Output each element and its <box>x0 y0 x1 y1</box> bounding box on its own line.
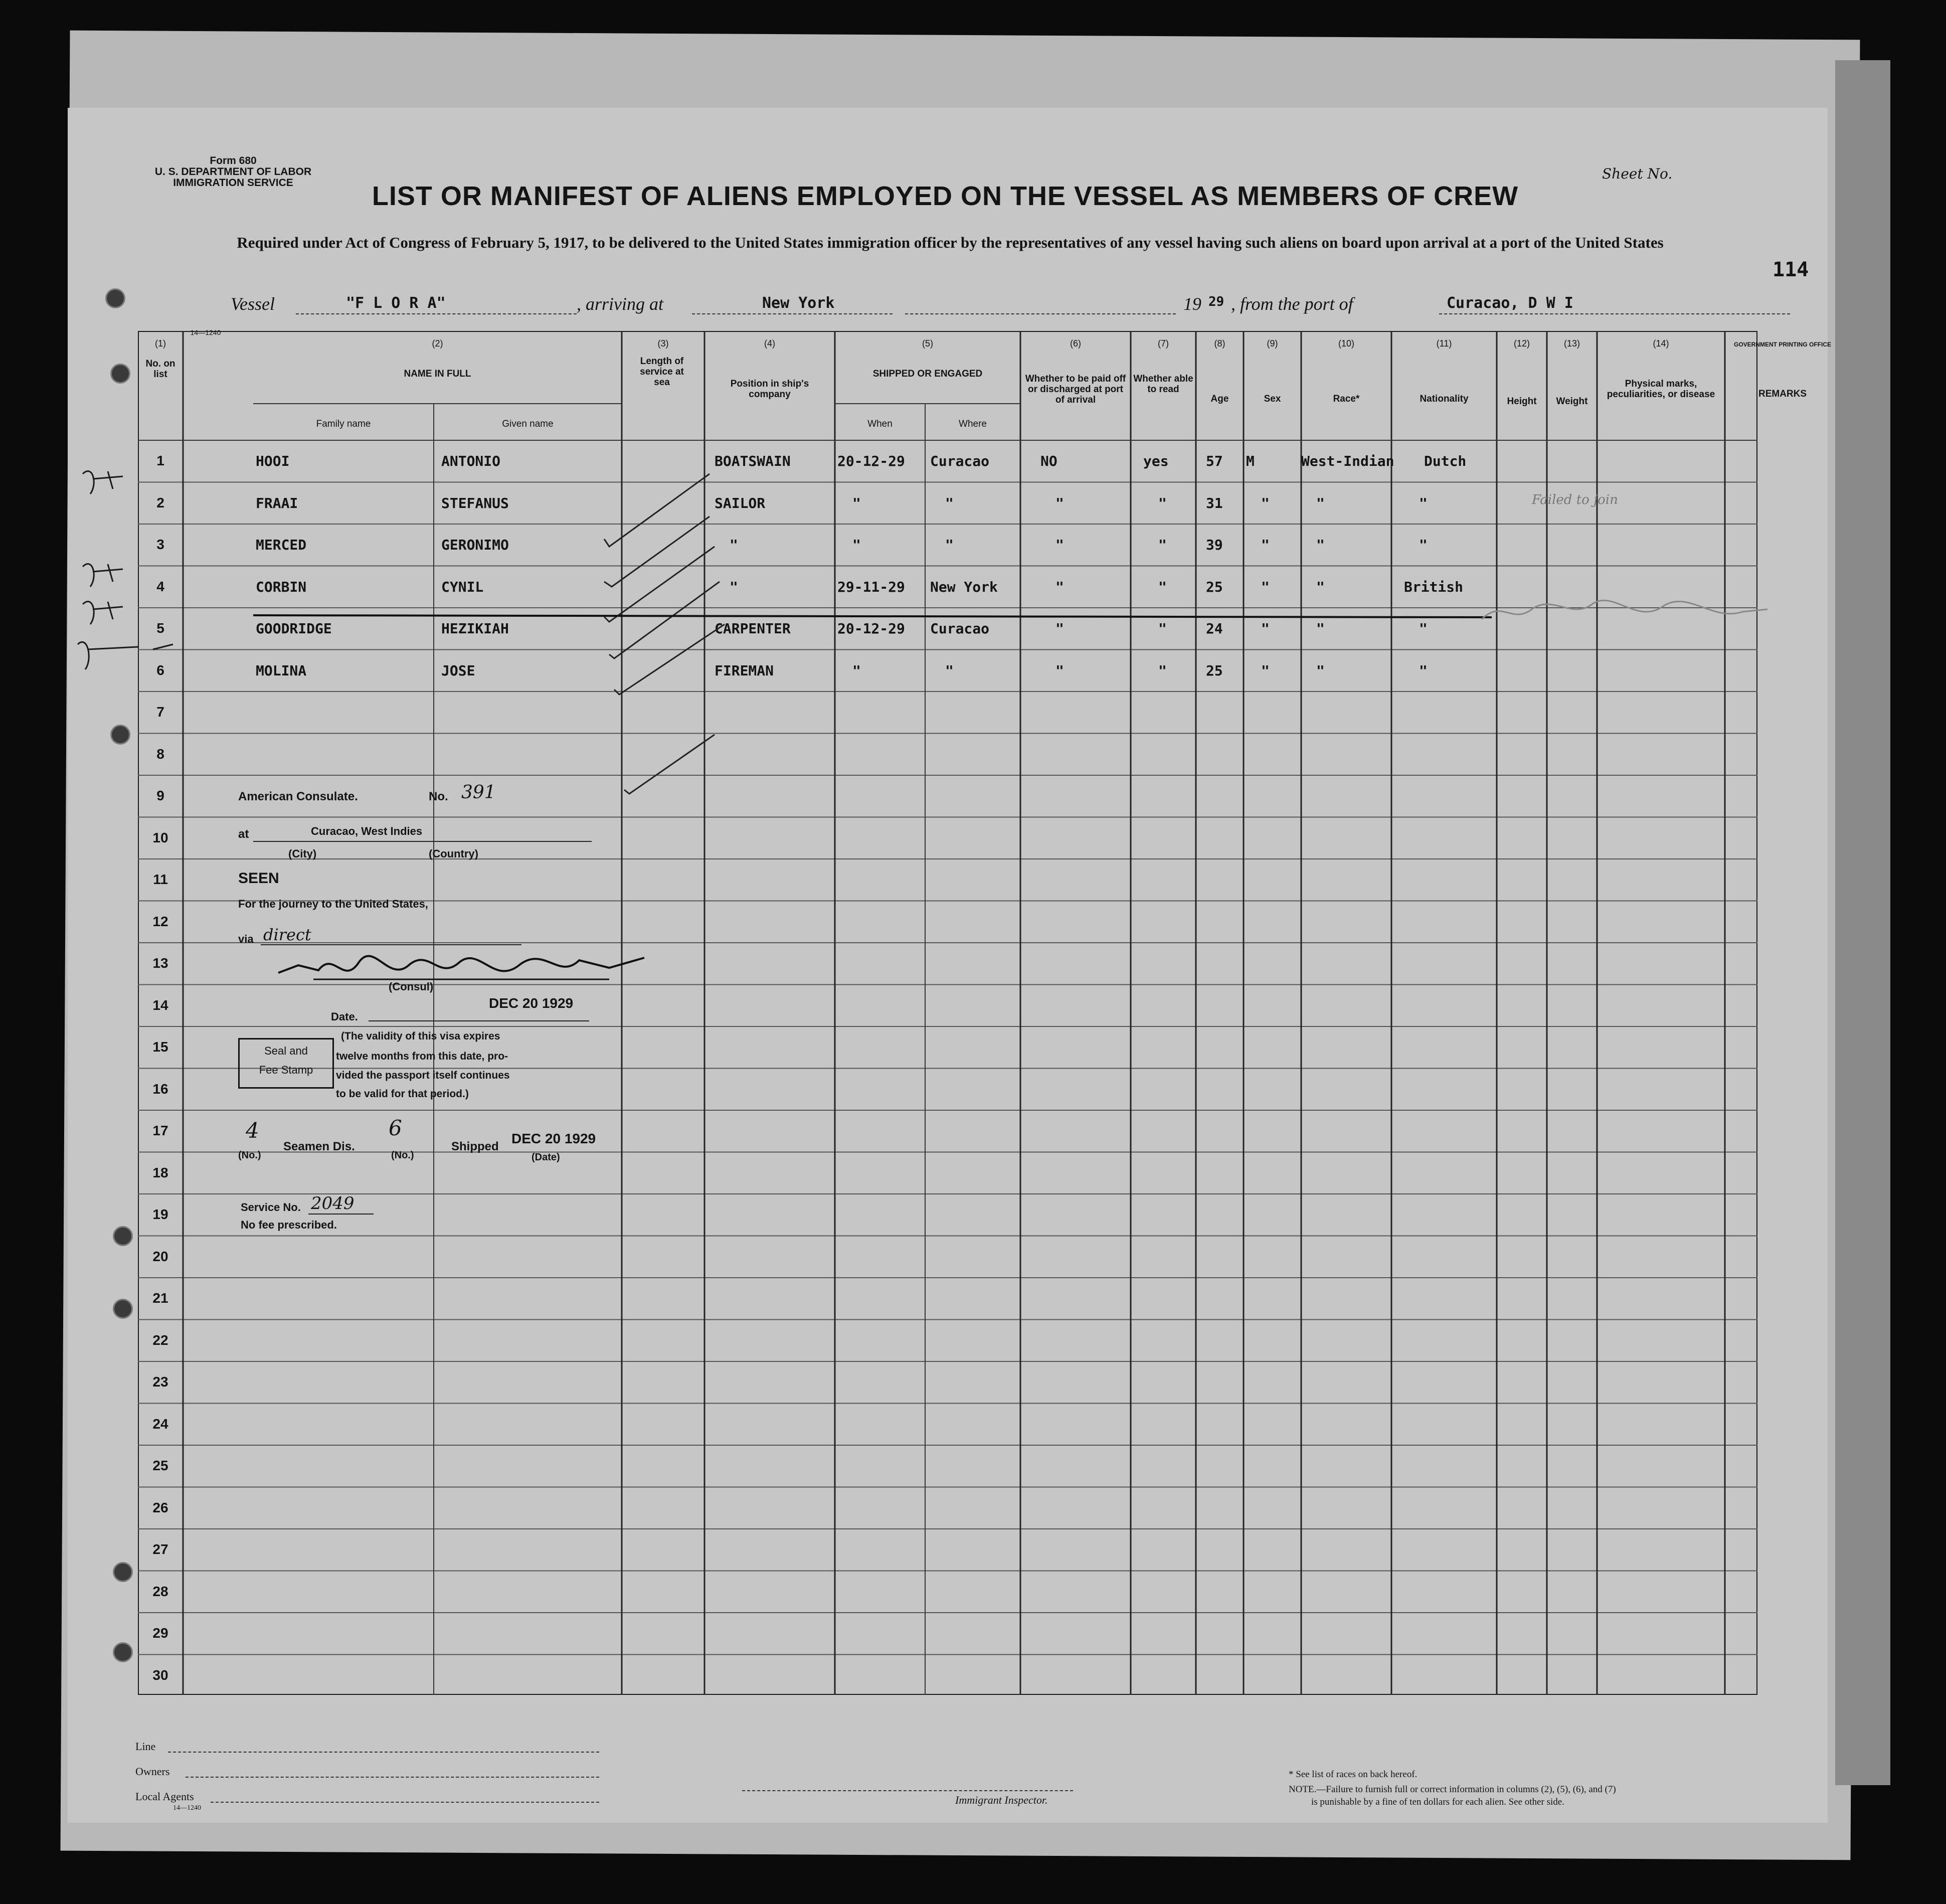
col1-label: No. on list <box>145 359 175 380</box>
stamp-validity2: twelve months from this date, pro- <box>336 1051 508 1062</box>
family-name-cell: CORBIN <box>256 578 307 595</box>
row-number: 2 <box>156 494 164 510</box>
row-number: 30 <box>152 1667 168 1683</box>
row-number: 16 <box>152 1081 168 1097</box>
shipped-when-cell: " <box>852 537 861 553</box>
col12-number: (12) <box>1513 338 1530 349</box>
footer-note2: NOTE.—Failure to furnish full or correct information in columns (2), (5), (6), and (7) <box>1289 1784 1616 1795</box>
given-name-cell: JOSE <box>441 662 475 679</box>
row-number: 8 <box>156 746 164 762</box>
printer-note: GOVERNMENT PRINTING OFFICE <box>1733 341 1831 348</box>
age-cell: 31 <box>1206 494 1223 511</box>
row-number: 25 <box>152 1458 168 1473</box>
col11-number: (11) <box>1436 338 1452 349</box>
shipped-label: Shipped <box>451 1140 499 1153</box>
stamp-no-value: 391 <box>461 782 496 803</box>
col8-label: Age <box>1210 394 1229 404</box>
shipped-when-cell: " <box>852 494 861 511</box>
col3-number: (3) <box>657 338 669 349</box>
row-number: 21 <box>152 1290 168 1306</box>
arriving-label: , arriving at <box>577 294 664 314</box>
dis-no-label: (No.) <box>391 1150 414 1161</box>
col12-label: Height <box>1507 396 1537 407</box>
position-cell: SAILOR <box>715 494 766 511</box>
family-name-cell: MERCED <box>256 537 307 553</box>
able-to-read-cell: " <box>1158 662 1167 679</box>
shipped-date: DEC 20 1929 <box>511 1131 596 1146</box>
stamp-seen: SEEN <box>238 870 279 887</box>
stamp-city-label: (City) <box>288 847 317 860</box>
col2-label: NAME IN FULL <box>404 369 471 379</box>
seal-line1: Seal and <box>264 1045 308 1057</box>
year-prefix: 19 <box>1183 294 1201 314</box>
col4-label: Position in ship's company <box>730 379 809 400</box>
age-cell: 57 <box>1206 453 1223 469</box>
print-code-top: 14—1240 <box>190 328 221 336</box>
family-name-cell: MOLINA <box>256 662 307 679</box>
row-number: 11 <box>153 872 168 887</box>
seamen-no-label: (No.) <box>238 1150 261 1161</box>
stamp-via-value: direct <box>263 925 311 944</box>
stamp-via-label: via <box>238 933 254 945</box>
row-number: 5 <box>156 620 164 636</box>
col10-number: (10) <box>1338 338 1354 349</box>
punch-hole <box>105 288 125 308</box>
punch-hole <box>110 364 130 384</box>
col13-number: (13) <box>1563 338 1580 349</box>
col15-label: REMARKS <box>1758 389 1807 399</box>
margin-annotations <box>63 459 183 810</box>
col6-label: Whether to be paid off or discharged at port of arrival <box>1025 374 1126 405</box>
race-cell: " <box>1316 662 1325 679</box>
fee-note: No fee prescribed. <box>241 1219 337 1231</box>
given-name-cell: STEFANUS <box>441 494 509 511</box>
age-cell: 25 <box>1206 578 1223 595</box>
seamen-dis-label: Seamen Dis. <box>283 1140 355 1153</box>
footer-line-label: Line <box>135 1740 156 1753</box>
footer-note3: is punishable by a fine of ten dollars for each alien. See other side. <box>1311 1797 1564 1807</box>
col7-label: Whether able to read <box>1133 374 1193 395</box>
row-number: 9 <box>156 788 164 803</box>
inspector-label: Immigrant Inspector. <box>955 1794 1048 1806</box>
col2-number: (2) <box>432 338 443 349</box>
seal-box <box>238 1038 334 1089</box>
row-number: 18 <box>152 1164 168 1180</box>
punch-hole <box>113 1642 133 1662</box>
col9-label: Sex <box>1264 394 1281 404</box>
stamp-validity3: vided the passport itself continues <box>336 1070 510 1081</box>
from-label: , from the port of <box>1231 294 1353 314</box>
col5-sub-where: Where <box>959 419 987 429</box>
col2-sub-family: Family name <box>316 419 371 429</box>
paid-off-cell: " <box>1055 662 1064 679</box>
race-cell: West-Indian <box>1301 453 1394 469</box>
vessel-name: "F L O R A" <box>346 294 446 312</box>
binding-edge <box>1835 60 1890 1785</box>
service-label: Service No. <box>241 1201 301 1214</box>
row-number: 19 <box>152 1206 168 1222</box>
position-cell: FIREMAN <box>715 662 774 679</box>
footer-owners-label: Owners <box>135 1765 170 1778</box>
form-number: Form 680 <box>210 155 257 166</box>
footer-print-code: 14—1240 <box>173 1804 201 1812</box>
row-number: 3 <box>156 537 164 552</box>
row-number: 22 <box>152 1332 168 1348</box>
year-suffix: 29 <box>1208 294 1224 309</box>
stamp-consul-label: (Consul) <box>389 980 434 993</box>
paid-off-cell: " <box>1055 537 1064 553</box>
row-number: 20 <box>152 1248 168 1264</box>
page-subtitle: Required under Act of Congress of February 5, 1917, to be delivered to the United States immigration officer by the representatives of any vessel having such aliens on board upon arrival at a port of the United States <box>237 234 1664 251</box>
nationality-cell: British <box>1404 578 1464 595</box>
stamp-no-label: No. <box>429 790 448 803</box>
family-name-cell: HOOI <box>256 453 290 469</box>
col5-sub-when: When <box>867 419 893 429</box>
col10-label: Race* <box>1333 394 1360 404</box>
row-number: 1 <box>156 453 164 468</box>
col4-number: (4) <box>764 338 775 349</box>
col7-number: (7) <box>1158 338 1169 349</box>
position-cell: CARPENTER <box>715 620 791 637</box>
col1-number: (1) <box>155 338 166 349</box>
col3-label: Length of service at sea <box>640 356 684 388</box>
col9-number: (9) <box>1267 338 1278 349</box>
remarks-handwriting <box>1472 589 1773 634</box>
manifest-grid <box>138 331 1757 1695</box>
row-number: 12 <box>152 913 168 929</box>
sex-cell: " <box>1261 494 1270 511</box>
row-number: 17 <box>152 1123 168 1138</box>
family-name-cell: FRAAI <box>256 494 298 511</box>
race-cell: " <box>1316 578 1325 595</box>
col14-number: (14) <box>1653 338 1669 349</box>
col2-sub-given: Given name <box>502 419 554 429</box>
punch-hole <box>113 1299 133 1319</box>
seamen-count: 4 <box>246 1118 259 1143</box>
paid-off-cell: " <box>1055 578 1064 595</box>
row-number: 28 <box>152 1583 168 1599</box>
row-number: 6 <box>156 662 164 678</box>
paid-off-cell: NO <box>1040 453 1057 469</box>
stamp-at-label: at <box>238 827 249 841</box>
given-name-cell: ANTONIO <box>441 453 501 469</box>
race-cell: " <box>1316 620 1325 637</box>
punch-hole <box>110 725 130 745</box>
col5-number: (5) <box>922 338 933 349</box>
sex-cell: " <box>1261 662 1270 679</box>
family-name-cell: GOODRIDGE <box>256 620 332 637</box>
col11-label: Nationality <box>1420 394 1469 404</box>
row-number: 24 <box>152 1416 168 1432</box>
page-title: LIST OR MANIFEST OF ALIENS EMPLOYED ON THE VESSEL AS MEMBERS OF CREW <box>372 181 1519 211</box>
stamp-date-value: DEC 20 1929 <box>489 995 574 1011</box>
nationality-cell: " <box>1419 620 1428 637</box>
stamp-journey: For the journey to the United States, <box>238 898 428 910</box>
given-name-cell: HEZIKIAH <box>441 620 509 637</box>
service-name: IMMIGRATION SERVICE <box>173 177 293 189</box>
able-to-read-cell: " <box>1158 537 1167 553</box>
paid-off-cell: " <box>1055 620 1064 637</box>
able-to-read-cell: " <box>1158 620 1167 637</box>
row-number: 26 <box>152 1499 168 1515</box>
given-name-cell: GERONIMO <box>441 537 509 553</box>
sex-cell: " <box>1261 578 1270 595</box>
arriving-port: New York <box>762 294 835 312</box>
dis-count: 6 <box>389 1116 402 1140</box>
seal-line2: Fee Stamp <box>259 1064 313 1076</box>
sex-cell: M <box>1246 453 1255 469</box>
age-cell: 25 <box>1206 662 1223 679</box>
paid-off-cell: " <box>1055 494 1064 511</box>
sex-cell: " <box>1261 620 1270 637</box>
service-number: 2049 <box>311 1193 355 1214</box>
sheet-number: 114 <box>1773 258 1809 281</box>
given-name-cell: CYNIL <box>441 578 484 595</box>
stamp-place: Curacao, West Indies <box>311 825 423 837</box>
shipped-where-cell: Curacao <box>930 453 990 469</box>
sex-cell: " <box>1261 537 1270 553</box>
vessel-label: Vessel <box>231 294 275 314</box>
row-number: 15 <box>152 1039 168 1055</box>
able-to-read-cell: " <box>1158 494 1167 511</box>
row-number: 7 <box>156 704 164 720</box>
row-number: 29 <box>152 1625 168 1641</box>
stamp-validity4: to be valid for that period.) <box>336 1088 469 1100</box>
shipped-where-cell: New York <box>930 578 998 595</box>
footer-agents-label: Local Agents <box>135 1790 194 1803</box>
department-name: U. S. DEPARTMENT OF LABOR <box>154 166 312 178</box>
footer-note1: * See list of races on back hereof. <box>1289 1769 1418 1780</box>
col13-label: Weight <box>1556 396 1588 407</box>
vessel-line <box>231 293 1785 318</box>
age-cell: 39 <box>1206 537 1223 553</box>
position-cell: " <box>730 578 738 595</box>
from-port: Curacao, D W I <box>1447 294 1573 312</box>
row-number: 13 <box>152 955 168 971</box>
col6-number: (6) <box>1070 338 1081 349</box>
nationality-cell: " <box>1419 537 1428 553</box>
shipped-when-cell: " <box>852 662 861 679</box>
able-to-read-cell: " <box>1158 578 1167 595</box>
row-number: 10 <box>152 829 168 845</box>
position-cell: BOATSWAIN <box>715 453 791 469</box>
col8-number: (8) <box>1214 338 1225 349</box>
remarks-cell: Failed to join <box>1532 492 1618 507</box>
row-number: 23 <box>152 1374 168 1390</box>
nationality-cell: Dutch <box>1424 453 1467 469</box>
row-number: 4 <box>156 578 164 594</box>
manifest-sheet <box>68 108 1831 1823</box>
sheet-label: Sheet No. <box>1602 165 1673 182</box>
shipped-where-cell: Curacao <box>930 620 990 637</box>
nationality-cell: " <box>1419 662 1428 679</box>
able-to-read-cell: yes <box>1143 453 1169 469</box>
shipped-where-cell: " <box>945 494 954 511</box>
position-cell: " <box>730 537 738 553</box>
shipped-when-cell: 20-12-29 <box>837 620 905 637</box>
stamp-country-label: (Country) <box>429 847 478 860</box>
row-number: 14 <box>152 997 168 1013</box>
shipped-date-label: (Date) <box>532 1152 560 1163</box>
shipped-where-cell: " <box>945 537 954 553</box>
punch-hole <box>113 1226 133 1246</box>
nationality-cell: " <box>1419 494 1428 511</box>
age-cell: 24 <box>1206 620 1223 637</box>
col5-label: SHIPPED OR ENGAGED <box>872 369 983 379</box>
consul-signature <box>258 945 669 990</box>
row-number: 27 <box>152 1541 168 1557</box>
shipped-when-cell: 20-12-29 <box>837 453 905 469</box>
punch-hole <box>113 1562 133 1582</box>
col14-label: Physical marks, peculiarities, or disease <box>1607 379 1715 400</box>
shipped-when-cell: 29-11-29 <box>837 578 905 595</box>
race-cell: " <box>1316 537 1325 553</box>
race-cell: " <box>1316 494 1325 511</box>
shipped-where-cell: " <box>945 662 954 679</box>
row2-strikethrough <box>253 609 1507 624</box>
stamp-consulate-line: American Consulate. <box>238 790 358 803</box>
stamp-validity1: (The validity of this visa expires <box>341 1030 500 1042</box>
stamp-date-label: Date. <box>331 1010 358 1023</box>
check-marks <box>594 459 745 810</box>
